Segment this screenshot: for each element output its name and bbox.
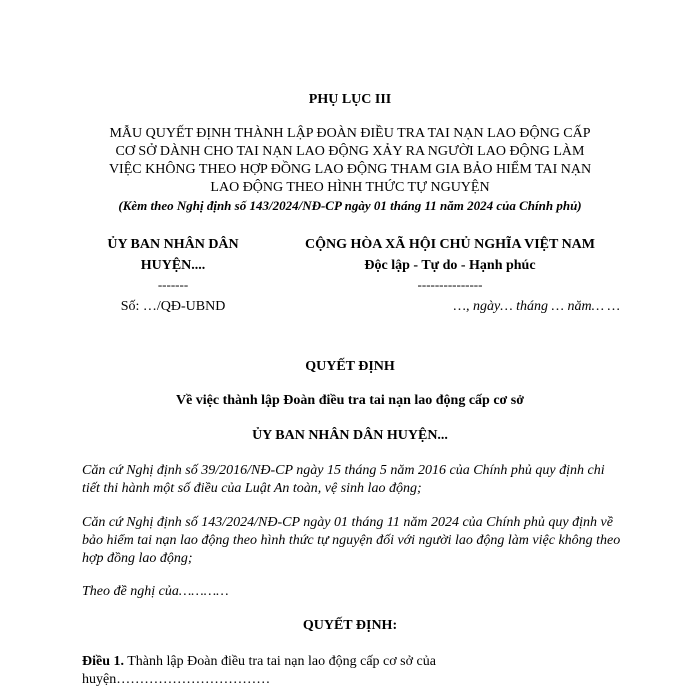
issuer-name: ỦY BAN NHÂN DÂN [107, 237, 239, 252]
authority-name: ỦY BAN NHÂN DÂN HUYỆN... [252, 428, 448, 443]
form-title-line: CƠ SỞ DÀNH CHO TAI NẠN LAO ĐỘNG XẢY RA NGƯỜI LAO ĐỘNG LÀM [115, 144, 585, 159]
form-title-line: VIỆC KHÔNG THEO HỢP ĐỒNG LAO ĐỘNG THAM GIA BẢO HIỂM TAI NẠN [108, 162, 592, 177]
legal-basis-2: Căn cứ Nghị định số 143/2024/NĐ-CP ngày 01 tháng 11 năm 2024 của Chính phủ quy định về bảo hiểm tai nạn lao động theo hình thức tự nguyện đối với người lao động làm việc không theo hợp đồng lao động; [82, 515, 621, 566]
attached-note: (Kèm theo Nghị định số 143/2024/NĐ-CP ngày 01 tháng 11 năm 2024 của Chính phủ) [118, 198, 582, 213]
issuer-district: HUYỆN.... [140, 258, 206, 273]
motto-divider: --------------- [417, 277, 483, 292]
issuer-divider: ------- [157, 277, 189, 292]
document-date: …, ngày… tháng … năm… … [453, 299, 620, 314]
article-1-text-cont: huyện…………………………… [82, 672, 271, 687]
article-1-text: Thành lập Đoàn điều tra tai nạn lao động cấp cơ sở của [124, 654, 436, 669]
article-1-label: Điều 1. [82, 654, 124, 669]
decision-subject: Về việc thành lập Đoàn điều tra tai nạn lao động cấp cơ sở [175, 393, 525, 408]
article-1 [82, 653, 622, 689]
appendix-title: PHỤ LỤC III [308, 92, 392, 107]
legal-basis-1: Căn cứ Nghị định số 39/2016/NĐ-CP ngày 15 tháng 5 năm 2016 của Chính phủ quy định chi tiết thi hành một số điều của Luật An toàn, vệ sinh lao động; [82, 463, 605, 496]
form-title-line: MẪU QUYẾT ĐỊNH THÀNH LẬP ĐOÀN ĐIỀU TRA TAI NẠN LAO ĐỘNG CẤP [109, 126, 591, 141]
form-title-line: LAO ĐỘNG THEO HÌNH THỨC TỰ NGUYỆN [210, 180, 490, 195]
national-motto: Độc lập - Tự do - Hạnh phúc [364, 258, 536, 273]
document-number: Số: …/QĐ-UBND [120, 299, 226, 314]
proposal-line: Theo đề nghị của………… [82, 584, 229, 599]
decision-title: QUYẾT ĐỊNH [305, 359, 395, 374]
decides-heading: QUYẾT ĐỊNH: [302, 618, 398, 633]
national-title: CỘNG HÒA XÃ HỘI CHỦ NGHĨA VIỆT NAM [304, 237, 595, 252]
